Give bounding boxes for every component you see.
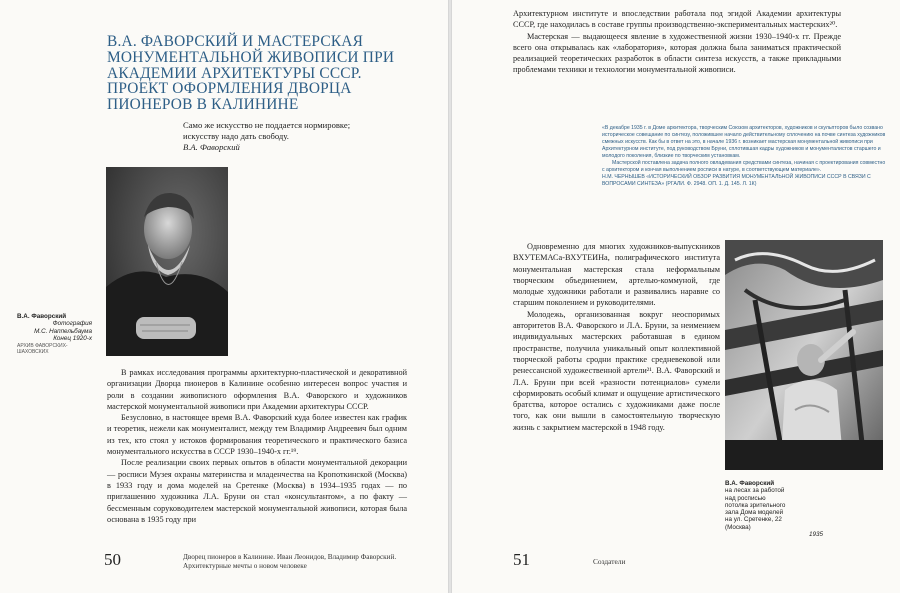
right-mid-text [513, 241, 720, 433]
caption-line: (Москва) [725, 523, 751, 531]
caption-line: на лесах за работой [725, 487, 785, 495]
scaffold-caption [725, 480, 835, 538]
page-number: 51 [513, 550, 530, 569]
epigraph [183, 120, 413, 154]
caption-line: над росписью [725, 494, 766, 502]
quote-paragraph: Мастерской поставлена задача полного овладевания средствами синтеза, начиная с проектирования совместно с архитектором и кончая выполнением росписи в натуре, в соответствующем материале». [602, 160, 886, 174]
caption-line: зала Дома моделей [725, 509, 784, 517]
caption-name: В.А. Фаворский [725, 480, 775, 487]
quote-reference: Н.М. ЧЕРНЫШЕВ «ИСТОРИЧЕСКИЙ ОБЗОР РАЗВИТИЯ МОНУМЕНТАЛЬНОЙ ЖИВОПИСИ СССР В СВЯЗИ С ВОПРОСАМИ СИНТЕЗА» (РГАЛИ. Ф. 2948. ОП. 1. Д. 145. Л. 1К) [602, 174, 871, 188]
chapter-heading: В.А. ФАВОРСКИЙ И МАСТЕРСКАЯ МОНУМЕНТАЛЬНОЙ ЖИВОПИСИ ПРИ АКАДЕМИИ АРХИТЕКТУРЫ СССР. ПРОЕКТ ОФОРМЛЕНИЯ ДВОРЦА ПИОНЕРОВ В КАЛИНИНЕ [107, 33, 395, 114]
epigraph-line: искусству надо дать свободу. [183, 131, 289, 142]
left-body-text [107, 367, 407, 525]
caption-archive: АРХИВ ФАВОРСКИХ-ШАХОВСКИХ [17, 342, 68, 355]
caption-line: на ул. Сретенке, 22 [725, 516, 782, 524]
caption-name: В.А. Фаворский [17, 313, 67, 320]
running-title: Дворец пионеров в Калинине. Иван Леонидов, Владимир Фаворский. Архитектурные мечты о новом человеке [183, 553, 397, 570]
paragraph: Архитектурном институте и впоследствии работала под эгидой Академии архитектуры СССР, где находилась в составе группы производственно-экспериментальных мастерских²⁰. [513, 9, 841, 30]
quote-paragraph: «В декабре 1935 г. в Доме архитектора, творческим Союзом архитекторов, художников и скульпторов было созвано историческое совещание по синтезу, положившее начало действительному сплочению на почве синтеза художников смежных искусств. Как бы в ответ на это, в начале 1936 г. возникает мастерская монументальной живописи при Архитектурном институте, под руководством Бруни, сплотившая кадры художников и монументалистов старшего и молодого поколения, близкие по творческим установкам. [602, 125, 886, 160]
paragraph: Молодежь, организованная вокруг неоспоримых авторитетов В.А. Фаворского и Л.А. Бруни, за неимением индивидуальных мастерских работавшая в едином пространстве, получила уникальный опыт коллективной творческой работы сродни практике средневековой или ренессансной художественной артели²¹. В.А. Фаворский и Л.А. Бруни при всей «разности потенциалов» сумели сформировать особый климат и ощущение артистического братства, которое остались с художниками даже после того, как они вышли в самостоятельную творческую жизнь с закрытием мастерской в 1948 году. [513, 309, 720, 432]
paragraph: В рамках исследования программы архитектурно-пластической и декоративной организации Дворца пионеров в Калинине особенно интересен вопрос участия и роли в создании живописного оформления В.А. Фаворского и художников мастерской монументальной живописи при Академии архитектуры СССР. [107, 368, 407, 411]
paragraph: Безусловно, в настоящее время В.А. Фаворский куда более известен как график и теоретик, нежели как монументалист, между тем Владимир Андреевич был одним из тех, кто стоял у истоков формирования теоретического и практического базиса монументального искусства в СССР 1930–1940-х гг.¹⁹. [107, 413, 407, 457]
epigraph-author: В.А. Фаворский [183, 142, 240, 153]
right-top-text [513, 8, 841, 76]
right-page [452, 0, 900, 593]
scaffold-photo [725, 240, 883, 470]
caption-line: потолка зрительного [725, 501, 786, 509]
caption-date: 1935 [808, 531, 823, 539]
paragraph: Одновременно для многих художников-выпускников ВХУТЕМАСа-ВХУТЕИНа, полиграфического института монументальная мастерская стала неформальным творческим объединением, артелью-коммуной, где молодые художники работали и развивались наравне со старшим поколением и руководителями. [513, 242, 720, 308]
portrait-photo [106, 167, 228, 356]
page-number: 50 [104, 550, 121, 569]
paragraph: После реализации своих первых опытов в области монументальной декорации — росписи Музея охраны материнства и младенчества на Кропоткинской (Москва) в 1933 году и дома моделей на Сретенке (Москва) в 1934–1935 годах — по приглашению художника Л.А. Бруни он стал «консультантом», а по факту — бессменным соруководителем мастерской монументальной живописи, которая была основана в 1935 году при [107, 458, 407, 524]
portrait-caption [17, 313, 92, 355]
paragraph: Мастерская — выдающееся явление в художественной жизни 1930–1940-х гг. Прежде всего она открывалась как «лаборатория», которая должна была заниматься практической реализацией теоретических разработок в области синтеза искусств, а также прикладными проблемами техники и технологии монументальной живописи. [513, 31, 841, 75]
epigraph-line: Само же искусство не поддается нормировке; [183, 120, 351, 130]
caption-line: Конец 1920-х [53, 335, 92, 343]
left-page [0, 0, 448, 593]
caption-line: Фотография [52, 320, 92, 328]
running-title: Создатели [593, 557, 626, 566]
blue-quote [602, 125, 888, 188]
caption-line: М.С. Наппельбаума [34, 327, 92, 335]
